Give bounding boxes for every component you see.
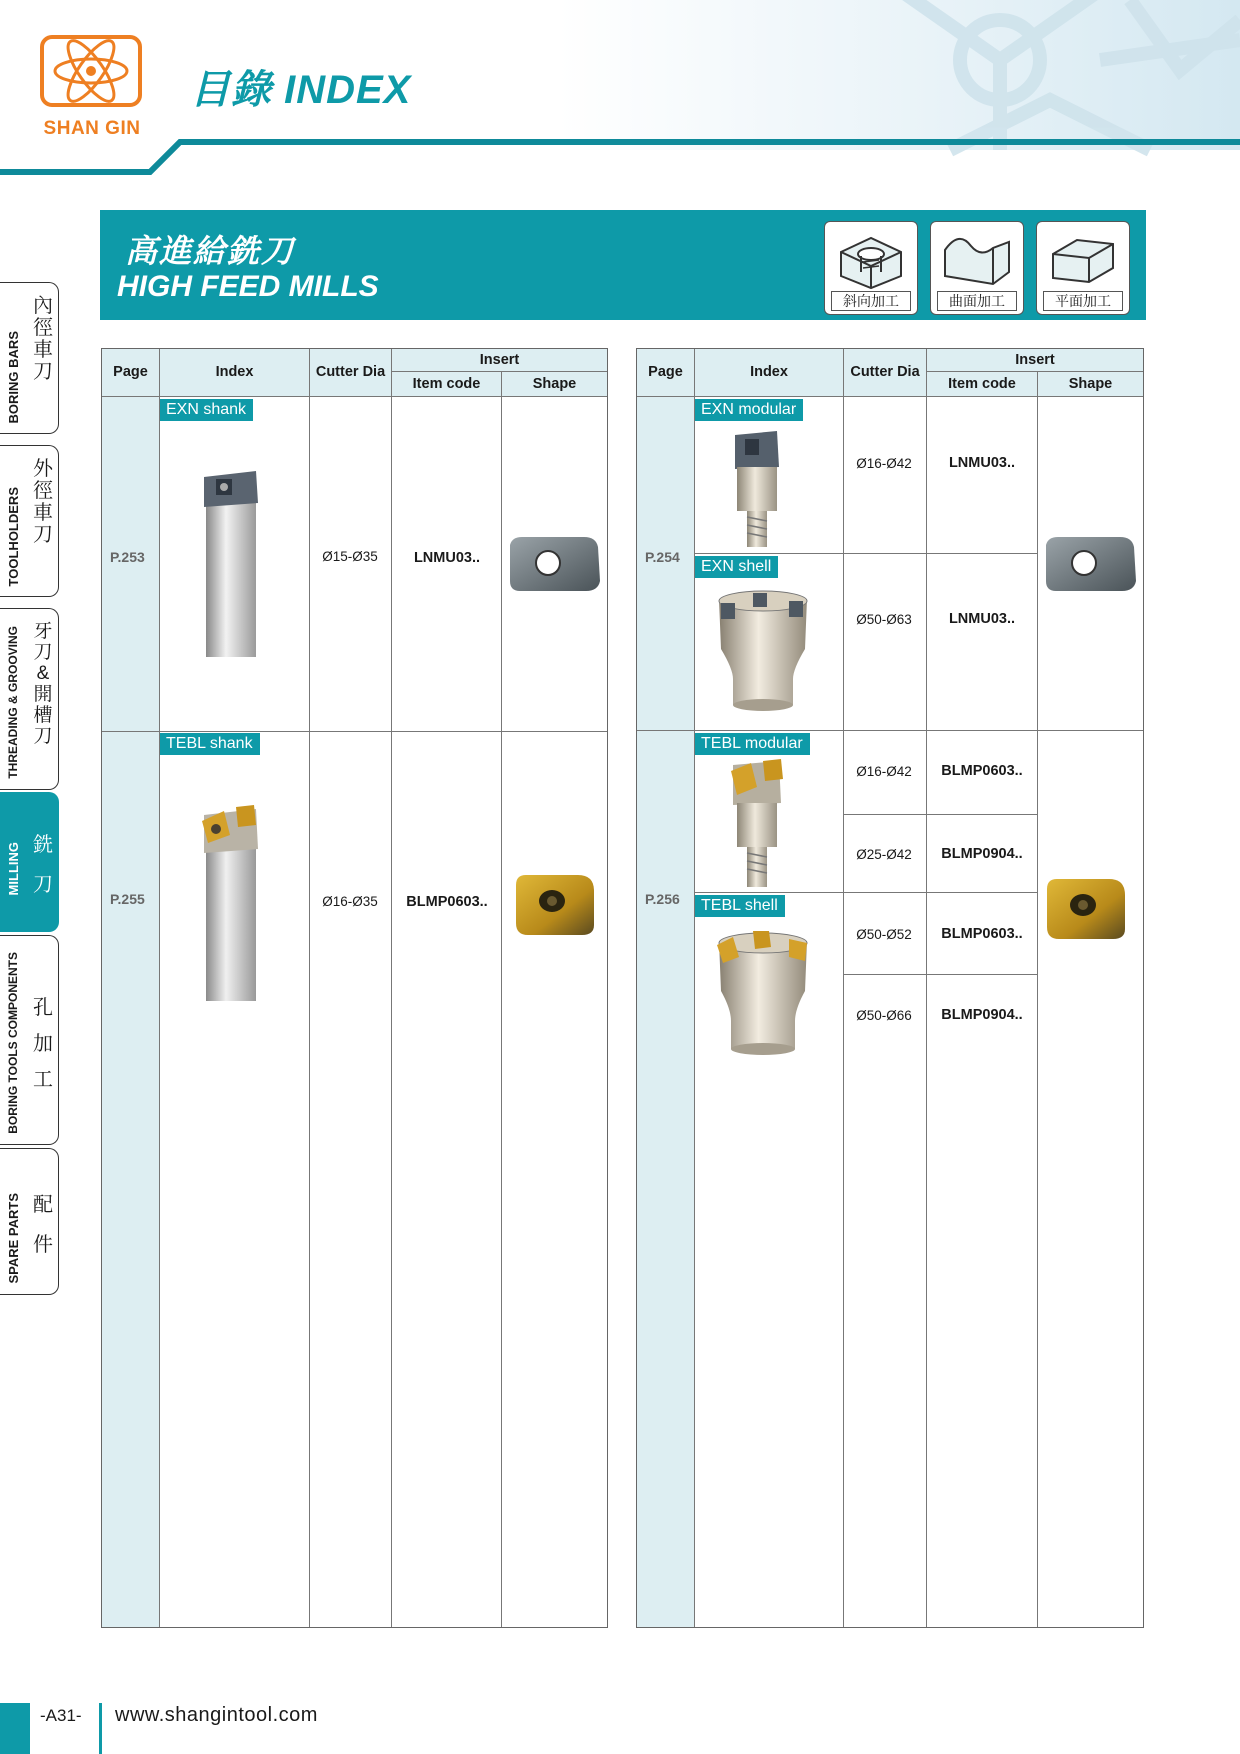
insert-code: BLMP0603.. xyxy=(941,926,1023,942)
tebl-shell-image xyxy=(713,929,813,1057)
product-label: EXN modular xyxy=(695,399,803,421)
ramping-icon xyxy=(835,228,907,290)
insert-code: LNMU03.. xyxy=(948,611,1016,627)
product-label: EXN shank xyxy=(160,399,253,421)
brand-name: SHAN GIN xyxy=(43,118,141,139)
header-decoration xyxy=(0,0,1240,180)
tebl-shank-image xyxy=(196,801,266,1001)
insert-code: BLMP0603.. xyxy=(406,894,488,910)
operation-label: 斜向加工 xyxy=(831,291,911,311)
operation-label: 曲面加工 xyxy=(937,291,1017,311)
header-item-code: Item code xyxy=(392,372,501,396)
page-column xyxy=(637,397,694,1627)
brand-logo xyxy=(40,35,142,107)
face-milling-icon xyxy=(1047,228,1119,290)
side-tab-label-zh: 內徑車刀 xyxy=(33,295,53,383)
header-index: Index xyxy=(160,349,309,396)
tebl-modular-image xyxy=(727,757,787,887)
header-item-code: Item code xyxy=(927,372,1037,396)
cutter-dia: Ø50-Ø63 xyxy=(856,612,912,627)
header-insert: Insert xyxy=(392,349,607,371)
side-tab-label-zh: 外徑車刀 xyxy=(33,458,53,546)
side-tab-label: MILLING xyxy=(6,841,21,895)
operation-face-milling xyxy=(1036,221,1130,315)
product-label: TEBL modular xyxy=(695,733,810,755)
header-page: Page xyxy=(102,349,159,396)
footer-accent-bar xyxy=(0,1703,30,1754)
operation-profiling xyxy=(930,221,1024,315)
side-tab-boring-tools-components[interactable] xyxy=(0,935,59,1145)
exn-shell-image xyxy=(713,589,813,711)
insert-shape-blmp-icon xyxy=(1043,875,1129,943)
side-tab-toolholders[interactable] xyxy=(0,445,59,597)
cutter-dia: Ø50-Ø52 xyxy=(856,927,912,942)
right-index-table xyxy=(636,348,1144,1628)
insert-code: BLMP0904.. xyxy=(941,1007,1023,1023)
footer-divider xyxy=(99,1703,102,1754)
side-tab-label-zh: 牙刀&開槽刀 xyxy=(33,621,53,747)
operation-label: 平面加工 xyxy=(1043,291,1123,311)
insert-code: BLMP0904.. xyxy=(941,846,1023,862)
exn-modular-image xyxy=(727,427,787,547)
operation-ramping xyxy=(824,221,918,315)
product-label: TEBL shell xyxy=(695,895,785,917)
cutter-dia: Ø16-Ø42 xyxy=(856,764,912,779)
side-tab-label-zh: 孔加工 xyxy=(33,997,53,1091)
website-link[interactable]: www.shangintool.com xyxy=(115,1704,318,1726)
side-tab-label: BORING TOOLS COMPONENTS xyxy=(6,952,20,1134)
exn-shank-image xyxy=(196,467,266,657)
page-ref: P.256 xyxy=(645,891,680,907)
insert-code: BLMP0603.. xyxy=(941,763,1023,779)
page-number: -A31- xyxy=(40,1706,82,1725)
side-tab-threading-grooving[interactable] xyxy=(0,608,59,790)
header-index: Index xyxy=(695,349,843,396)
product-label: EXN shell xyxy=(695,556,778,578)
product-label: TEBL shank xyxy=(160,733,260,755)
side-tab-milling[interactable] xyxy=(0,792,59,932)
page-ref: P.254 xyxy=(645,549,680,565)
side-tab-label-zh: 配件 xyxy=(33,1194,53,1256)
profiling-icon xyxy=(941,228,1013,290)
header-cutter-dia: Cutter Dia xyxy=(844,349,926,396)
header-shape: Shape xyxy=(1038,372,1143,396)
side-tab-label: SPARE PARTS xyxy=(6,1193,21,1284)
section-title-zh: 高進給銑刀 xyxy=(125,233,296,269)
side-tab-label: TOOLHOLDERS xyxy=(6,486,21,586)
header-page: Page xyxy=(637,349,694,396)
header-insert: Insert xyxy=(927,349,1143,371)
cutter-dia: Ø15-Ø35 xyxy=(322,549,378,564)
insert-code: LNMU03.. xyxy=(413,550,481,566)
cutter-dia: Ø16-Ø42 xyxy=(856,456,912,471)
section-title-en: HIGH FEED MILLS xyxy=(117,270,379,303)
cutter-dia: Ø16-Ø35 xyxy=(322,894,378,909)
page-ref: P.255 xyxy=(110,891,145,907)
header-shape: Shape xyxy=(502,372,607,396)
insert-shape-lnmu-icon xyxy=(1040,533,1140,595)
header-cutter-dia: Cutter Dia xyxy=(310,349,391,396)
insert-shape-lnmu-icon xyxy=(504,533,604,595)
page-column xyxy=(102,397,159,1627)
cutter-dia: Ø50-Ø66 xyxy=(856,1008,912,1023)
insert-shape-blmp-icon xyxy=(512,871,598,939)
cutter-dia: Ø25-Ø42 xyxy=(856,847,912,862)
side-tab-label: THREADING & GROOVING xyxy=(6,626,20,779)
side-tab-label: BORING BARS xyxy=(6,330,21,423)
side-tab-spare-parts[interactable] xyxy=(0,1148,59,1295)
side-tab-boring-bars[interactable] xyxy=(0,282,59,434)
page-title: 目錄 INDEX xyxy=(190,68,412,112)
left-index-table xyxy=(101,348,608,1628)
page-ref: P.253 xyxy=(110,549,145,565)
insert-code: LNMU03.. xyxy=(948,455,1016,471)
side-tab-label-zh: 銑刀 xyxy=(33,834,53,896)
